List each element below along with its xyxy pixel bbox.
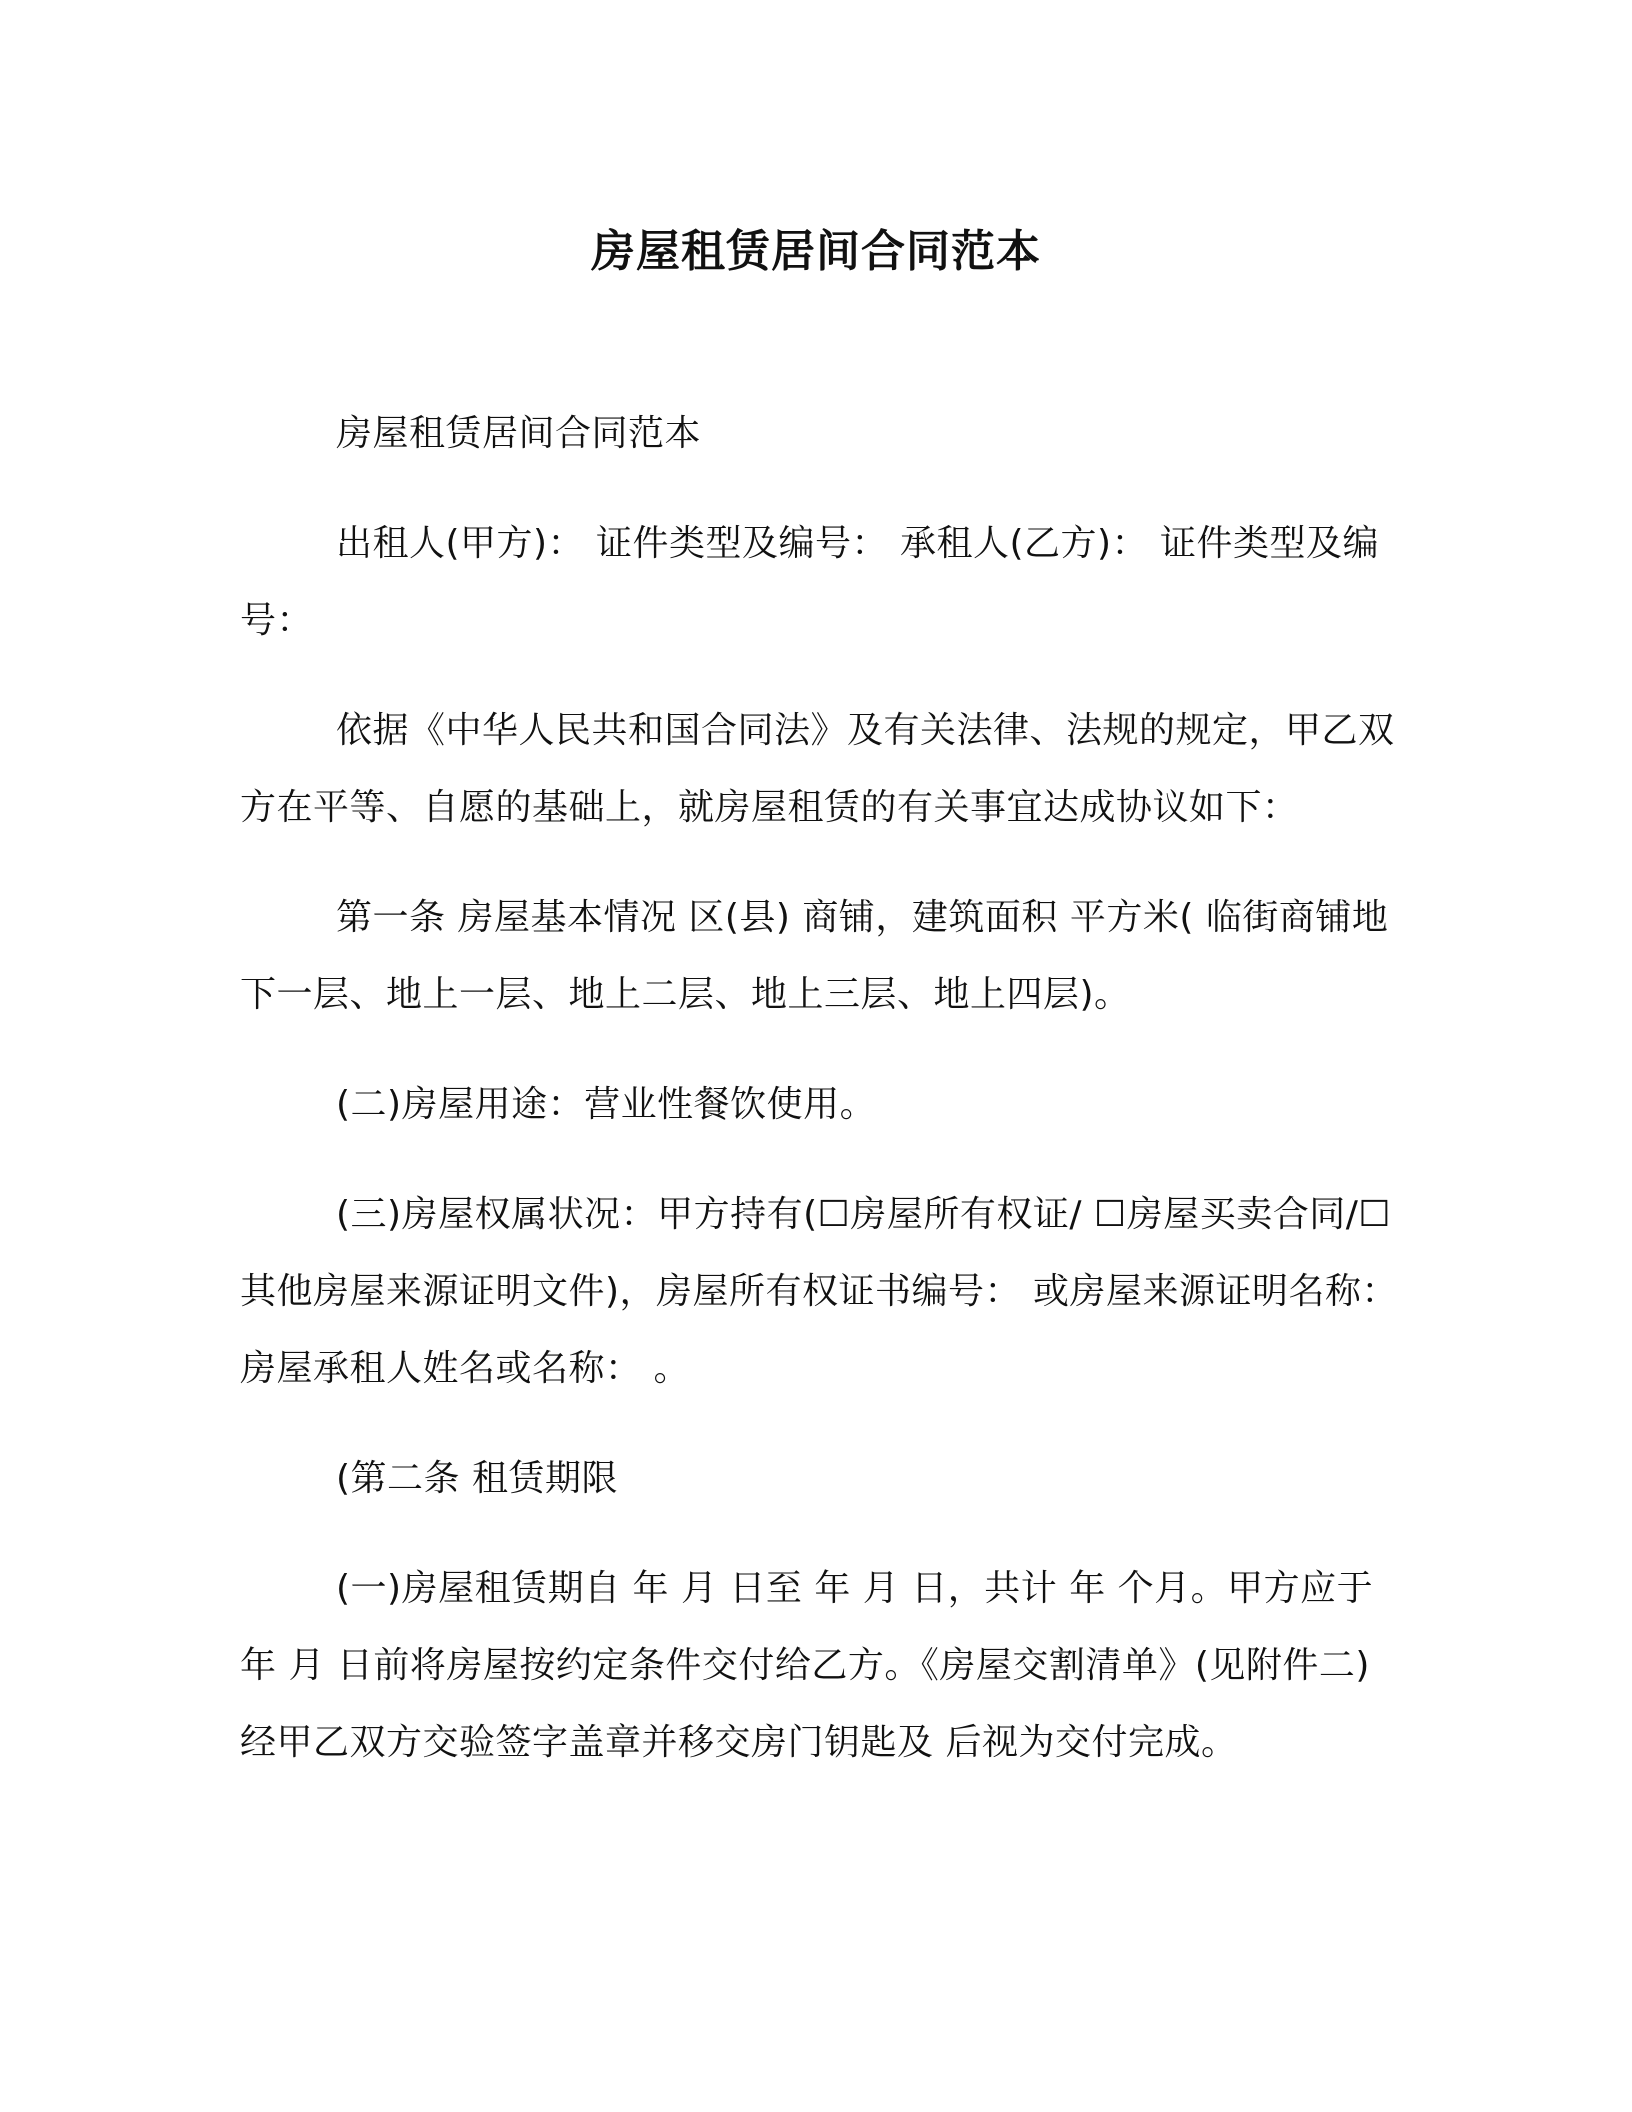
ownership-paragraph: (三)房屋权属状况：甲方持有(☐房屋所有权证/ ☐房屋买卖合同/☐其他房屋来源证明文件)，房屋所有权证书编号： 或房屋来源证明名称： 房屋承租人姓名或名称： 。 <box>240 1194 1398 1389</box>
document-title: 房屋租赁居间合同范本 <box>591 226 1041 277</box>
document-body <box>240 395 1400 1814</box>
parties-paragraph: 出租人(甲方)： 证件类型及编号： 承租人(乙方)： 证件类型及编号： <box>240 523 1380 641</box>
lease-term-paragraph: (一)房屋租赁期自 年 月 日至 年 月 日，共计 年 个月。甲方应于 年 月 日前将房屋按约定条件交付给乙方。《房屋交割清单》(见附件二)经甲乙双方交验签字盖章并移交房门钥匙及 后视为交付完成。 <box>240 1568 1374 1763</box>
house-usage-paragraph: (二)房屋用途：营业性餐饮使用。 <box>336 1084 877 1125</box>
article-2-heading: (第二条 租赁期限 <box>336 1458 618 1499</box>
legal-basis-paragraph: 依据《中华人民共和国合同法》及有关法律、法规的规定，甲乙双方在平等、自愿的基础上，就房屋租赁的有关事宜达成协议如下： <box>240 710 1395 828</box>
article-1-paragraph: 第一条 房屋基本情况 区(县) 商铺，建筑面积 平方米( 临街商铺地下一层、地上一层、地上二层、地上三层、地上四层)。 <box>240 897 1389 1015</box>
subtitle-paragraph: 房屋租赁居间合同范本 <box>336 413 702 454</box>
